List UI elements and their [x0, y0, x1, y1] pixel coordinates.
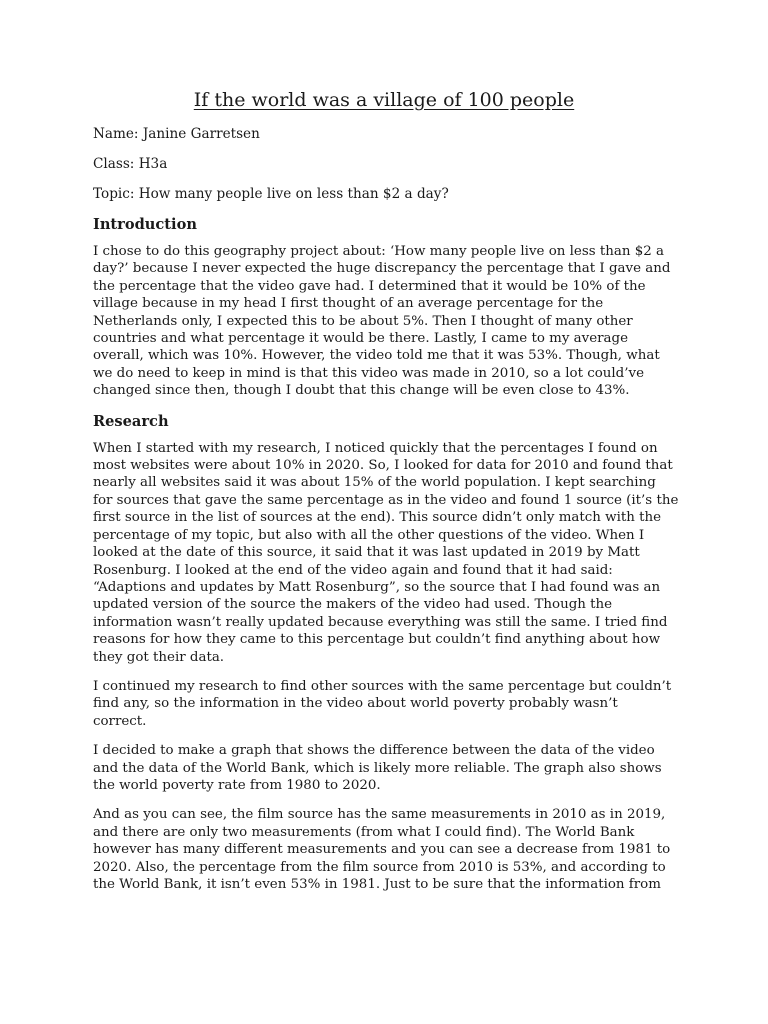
text-line: and there are only two measurements (from what I could find). The World Bank — [93, 824, 635, 840]
text-line: however has many different measurements and you can see a decrease from 1981 to — [93, 842, 671, 858]
text-line: nearly all websites said it was about 15% of the world population. I kept searching — [93, 475, 656, 491]
paragraph — [93, 440, 679, 666]
text-line: And as you can see, the film source has the same measurements in 2010 as in 2019, — [93, 807, 666, 823]
text-line: countries and what percentage it would be there. Lastly, I came to my average — [93, 331, 629, 347]
section-heading: Introduction — [93, 216, 197, 233]
text-line: “Adaptions and updates by Matt Rosenburg”, so the source that I had found was an — [93, 579, 661, 595]
text-line: the percentage that the video gave had. I determined that it would be 10% of the — [93, 278, 646, 294]
meta-name: Name: Janine Garretsen — [93, 126, 260, 142]
text-line: changed since then, though I doubt that this change will be even close to 43%. — [93, 383, 630, 399]
text-line: updated version of the source the makers of the video had used. Though the — [93, 597, 613, 613]
meta-class: Class: H3a — [93, 156, 168, 172]
text-line: for sources that gave the same percentage as in the video and found 1 source (it’s the — [93, 492, 679, 508]
text-line: percentage of my topic, but also with all the other questions of the video. When I — [93, 527, 645, 543]
paragraph — [93, 678, 675, 730]
meta-topic: Topic: How many people live on less than $2 a day? — [93, 186, 449, 202]
text-line: the World Bank, it isn’t even 53% in 1981. Just to be sure that the information from — [93, 877, 661, 892]
text-line: When I started with my research, I noticed quickly that the percentages I found on — [93, 440, 658, 456]
text-line: they got their data. — [93, 649, 225, 665]
document-body — [93, 215, 679, 893]
text-line: correct. — [93, 713, 147, 729]
section-introduction — [93, 215, 675, 400]
text-line: I chose to do this geography project about: ‘How many people live on less than $2 a — [93, 244, 665, 259]
text-line: information wasn’t really updated because everything was still the same. I tried find — [93, 614, 668, 630]
text-line: find any, so the information in the video about world poverty probably wasn’t — [93, 696, 618, 712]
text-line: I decided to make a graph that shows the difference between the data of the video — [93, 743, 655, 759]
text-line: I continued my research to find other sources with the same percentage but couldn’t — [93, 678, 672, 694]
paragraph — [93, 742, 675, 794]
text-line: the world poverty rate from 1980 to 2020. — [93, 777, 381, 793]
text-line: we do need to keep in mind is that this video was made in 2010, so a lot could’ve — [93, 365, 644, 381]
paragraph — [93, 806, 675, 893]
text-line: first source in the list of sources at the end). This source didn’t only match with the — [93, 510, 662, 526]
text-line: most websites were about 10% in 2020. So, I looked for data for 2010 and found that — [93, 458, 673, 474]
text-line: day?’ because I never expected the huge discrepancy the percentage that I gave and — [93, 261, 671, 277]
section-research — [93, 412, 679, 894]
section-heading: Research — [93, 412, 169, 430]
text-line: looked at the date of this source, it said that it was last updated in 2019 by Matt — [93, 545, 640, 561]
document-page — [93, 88, 679, 905]
meta-block — [93, 125, 675, 203]
document-title: If the world was a village of 100 people — [193, 89, 575, 111]
text-line: Netherlands only, I expected this to be about 5%. Then I thought of many other — [93, 313, 633, 329]
text-line: Rosenburg. I looked at the end of the video again and found that it had said: — [93, 562, 613, 578]
text-line: 2020. Also, the percentage from the film source from 2010 is 53%, and according to — [93, 859, 666, 875]
text-line: and the data of the World Bank, which is likely more reliable. The graph also shows — [93, 760, 662, 776]
paragraph — [93, 243, 675, 400]
text-line: overall, which was 10%. However, the video told me that it was 53%. Though, what — [93, 348, 660, 364]
text-line: reasons for how they came to this percentage but couldn’t find anything about how — [93, 632, 661, 648]
text-line: village because in my head I first thought of an average percentage for the — [93, 296, 604, 312]
